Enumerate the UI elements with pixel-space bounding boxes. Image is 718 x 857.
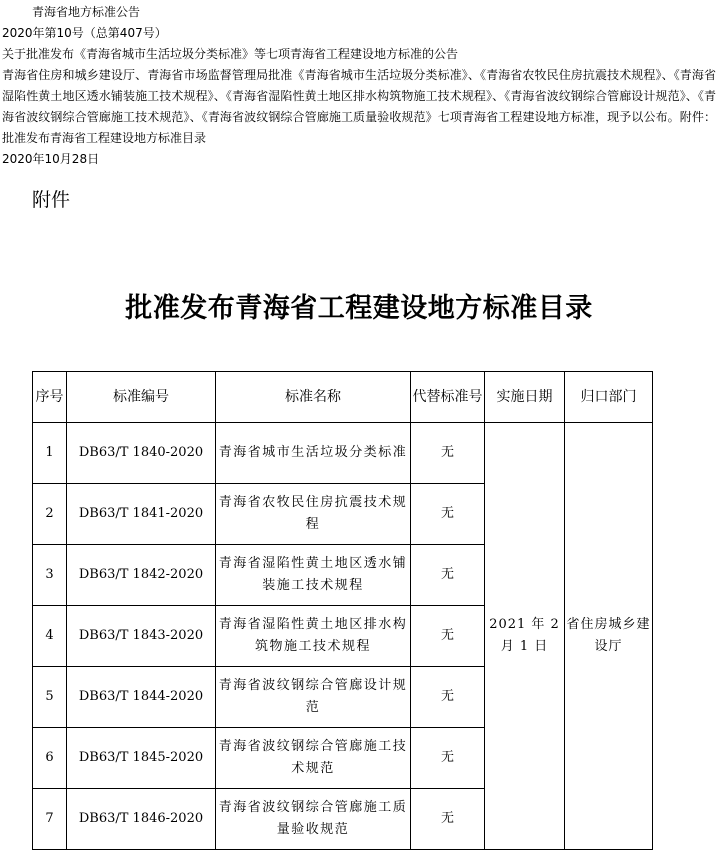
header-department: 归口部门 xyxy=(565,372,653,423)
row-name: 青海省湿陷性黄土地区排水构筑物施工技术规程 xyxy=(216,606,411,667)
row-seq: 5 xyxy=(33,667,67,728)
row-seq: 7 xyxy=(33,789,67,850)
header-effective-date: 实施日期 xyxy=(485,372,565,423)
row-seq: 3 xyxy=(33,545,67,606)
row-seq: 4 xyxy=(33,606,67,667)
header-seq: 序号 xyxy=(33,372,67,423)
row-name: 青海省农牧民住房抗震技术规程 xyxy=(216,484,411,545)
row-name: 青海省湿陷性黄土地区透水铺装施工技术规程 xyxy=(216,545,411,606)
standards-table xyxy=(32,371,653,850)
effective-date-cell: 2021 年 2 月 1 日 xyxy=(485,423,565,850)
row-code: DB63/T 1843-2020 xyxy=(67,606,216,667)
agency-line: 青海省地方标准公告 xyxy=(32,5,141,19)
announcement-subject: 关于批准发布《青海省城市生活垃圾分类标准》等七项青海省工程建设地方标准的公告 xyxy=(2,47,459,61)
row-replace: 无 xyxy=(411,606,485,667)
row-name: 青海省城市生活垃圾分类标准 xyxy=(216,423,411,484)
row-code: DB63/T 1845-2020 xyxy=(67,728,216,789)
row-name: 青海省波纹钢综合管廊施工质量验收规范 xyxy=(216,789,411,850)
row-code: DB63/T 1842-2020 xyxy=(67,545,216,606)
attachment-label: 附件 xyxy=(32,189,71,211)
row-seq: 1 xyxy=(33,423,67,484)
row-replace: 无 xyxy=(411,789,485,850)
header-code: 标准编号 xyxy=(67,372,216,423)
announcement-date: 2020年10月28日 xyxy=(2,152,100,166)
row-replace: 无 xyxy=(411,484,485,545)
row-replace: 无 xyxy=(411,728,485,789)
row-replace: 无 xyxy=(411,545,485,606)
announcement-header xyxy=(2,2,716,170)
header-name: 标准名称 xyxy=(216,372,411,423)
row-code: DB63/T 1846-2020 xyxy=(67,789,216,850)
header-replace: 代替标准号 xyxy=(411,372,485,423)
table-row xyxy=(33,423,653,484)
table-header-row xyxy=(33,372,653,423)
row-code: DB63/T 1840-2020 xyxy=(67,423,216,484)
row-code: DB63/T 1841-2020 xyxy=(67,484,216,545)
row-seq: 2 xyxy=(33,484,67,545)
row-name: 青海省波纹钢综合管廊施工技术规范 xyxy=(216,728,411,789)
row-replace: 无 xyxy=(411,423,485,484)
row-name: 青海省波纹钢综合管廊设计规范 xyxy=(216,667,411,728)
row-seq: 6 xyxy=(33,728,67,789)
department-cell: 省住房城乡建设厅 xyxy=(565,423,653,850)
row-code: DB63/T 1844-2020 xyxy=(67,667,216,728)
document-title: 批准发布青海省工程建设地方标准目录 xyxy=(125,293,593,324)
announcement-body: 青海省住房和城乡建设厅、青海省市场监督管理局批准《青海省城市生活垃圾分类标准》、《青海省农牧民住房抗震技术规程》、《青海省湿陷性黄土地区透水铺装施工技术规程》、《青海省湿陷性黄土地区排水构筑物施工技术规程》、《青海省波纹钢综合管廊设计规范》、《青海省波纹钢综合管廊施工技术规范》、《青海省波纹钢综合管廊施工质量验收规范》七项青海省工程建设地方标准，现予以公布。附件：批准发布青海省工程建设地方标准目录 xyxy=(2,68,716,145)
issue-number: 2020年第10号（总第407号） xyxy=(2,26,167,40)
row-replace: 无 xyxy=(411,667,485,728)
